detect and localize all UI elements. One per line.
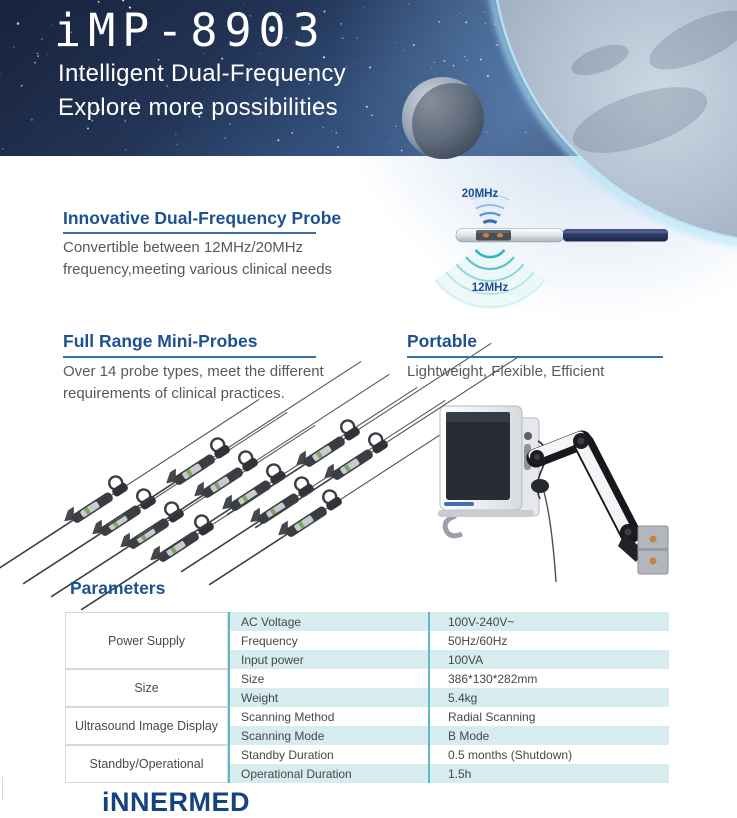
mini-probes-illustration (38, 412, 380, 584)
param-name: Scanning Method (241, 709, 335, 724)
param-category: Power Supply (65, 612, 228, 669)
footer-logo-text: iNNERMED (102, 787, 251, 817)
mini-probes-heading: Full Range Mini-Probes (63, 331, 258, 351)
param-value: 100V-240V~ (428, 612, 669, 631)
table-teal-line-middle (428, 612, 430, 783)
param-value: 386*130*282mm (448, 671, 538, 686)
table-teal-line-left (228, 612, 230, 783)
dual-frequency-body-1: Convertible between 12MHz/20MHz (63, 239, 304, 256)
monitor-unit (438, 406, 539, 536)
portable-image (420, 396, 722, 588)
dual-frequency-figure (420, 182, 732, 318)
mini-probes-image (38, 412, 380, 584)
param-value: 0.5 months (Shutdown) (448, 747, 573, 762)
arm-mounted-device-illustration (420, 396, 722, 588)
probe-illustration (420, 182, 732, 318)
parameters-table (65, 612, 669, 783)
page-edge-line (2, 777, 3, 801)
banner-subtitle-1: Intelligent Dual-Frequency (58, 60, 346, 87)
fan-12mhz (434, 239, 546, 309)
footer-logo (102, 787, 282, 817)
mini-probes-underline (63, 356, 316, 358)
label-20mhz: 20MHz (461, 188, 499, 200)
portable-underline (407, 356, 663, 358)
param-category: Ultrasound Image Display (65, 707, 228, 745)
param-value: Radial Scanning (448, 709, 536, 724)
param-value: 1.5h (428, 764, 669, 783)
param-name: Size (241, 671, 265, 686)
wall-bracket (638, 526, 668, 574)
param-value: 100VA (428, 650, 669, 669)
mini-probes-body-1: Over 14 probe types, meet the different (63, 363, 324, 380)
param-name: AC Voltage (228, 612, 428, 631)
param-name: Frequency (241, 633, 298, 648)
portable-heading: Portable (407, 331, 478, 351)
param-name: Standby Duration (241, 747, 334, 762)
banner-subtitle-2: Explore more possibilities (58, 94, 338, 121)
product-title: iMP-8903 (54, 4, 327, 57)
banner (0, 0, 737, 156)
param-value: B Mode (428, 726, 669, 745)
param-category: Standby/Operational (65, 745, 228, 783)
param-value: 50Hz/60Hz (448, 633, 508, 648)
probe-body (456, 229, 668, 243)
label-12mhz: 12MHz (471, 282, 509, 294)
param-name: Input power (228, 650, 428, 669)
dual-frequency-underline (63, 232, 316, 234)
mini-probes-body-2: requirements of clinical practices. (63, 385, 285, 402)
dual-frequency-heading: Innovative Dual-Frequency Probe (63, 208, 342, 228)
portable-body: Lightweight, Flexible, Efficient (407, 363, 605, 380)
parameters-heading: Parameters (70, 578, 166, 598)
param-name: Operational Duration (228, 764, 428, 783)
param-category: Size (65, 669, 228, 707)
articulated-arm (530, 433, 644, 562)
dual-frequency-body-2: frequency,meeting various clinical needs (63, 261, 333, 278)
param-value: 5.4kg (428, 688, 669, 707)
param-name: Scanning Mode (228, 726, 428, 745)
param-name: Weight (228, 688, 428, 707)
